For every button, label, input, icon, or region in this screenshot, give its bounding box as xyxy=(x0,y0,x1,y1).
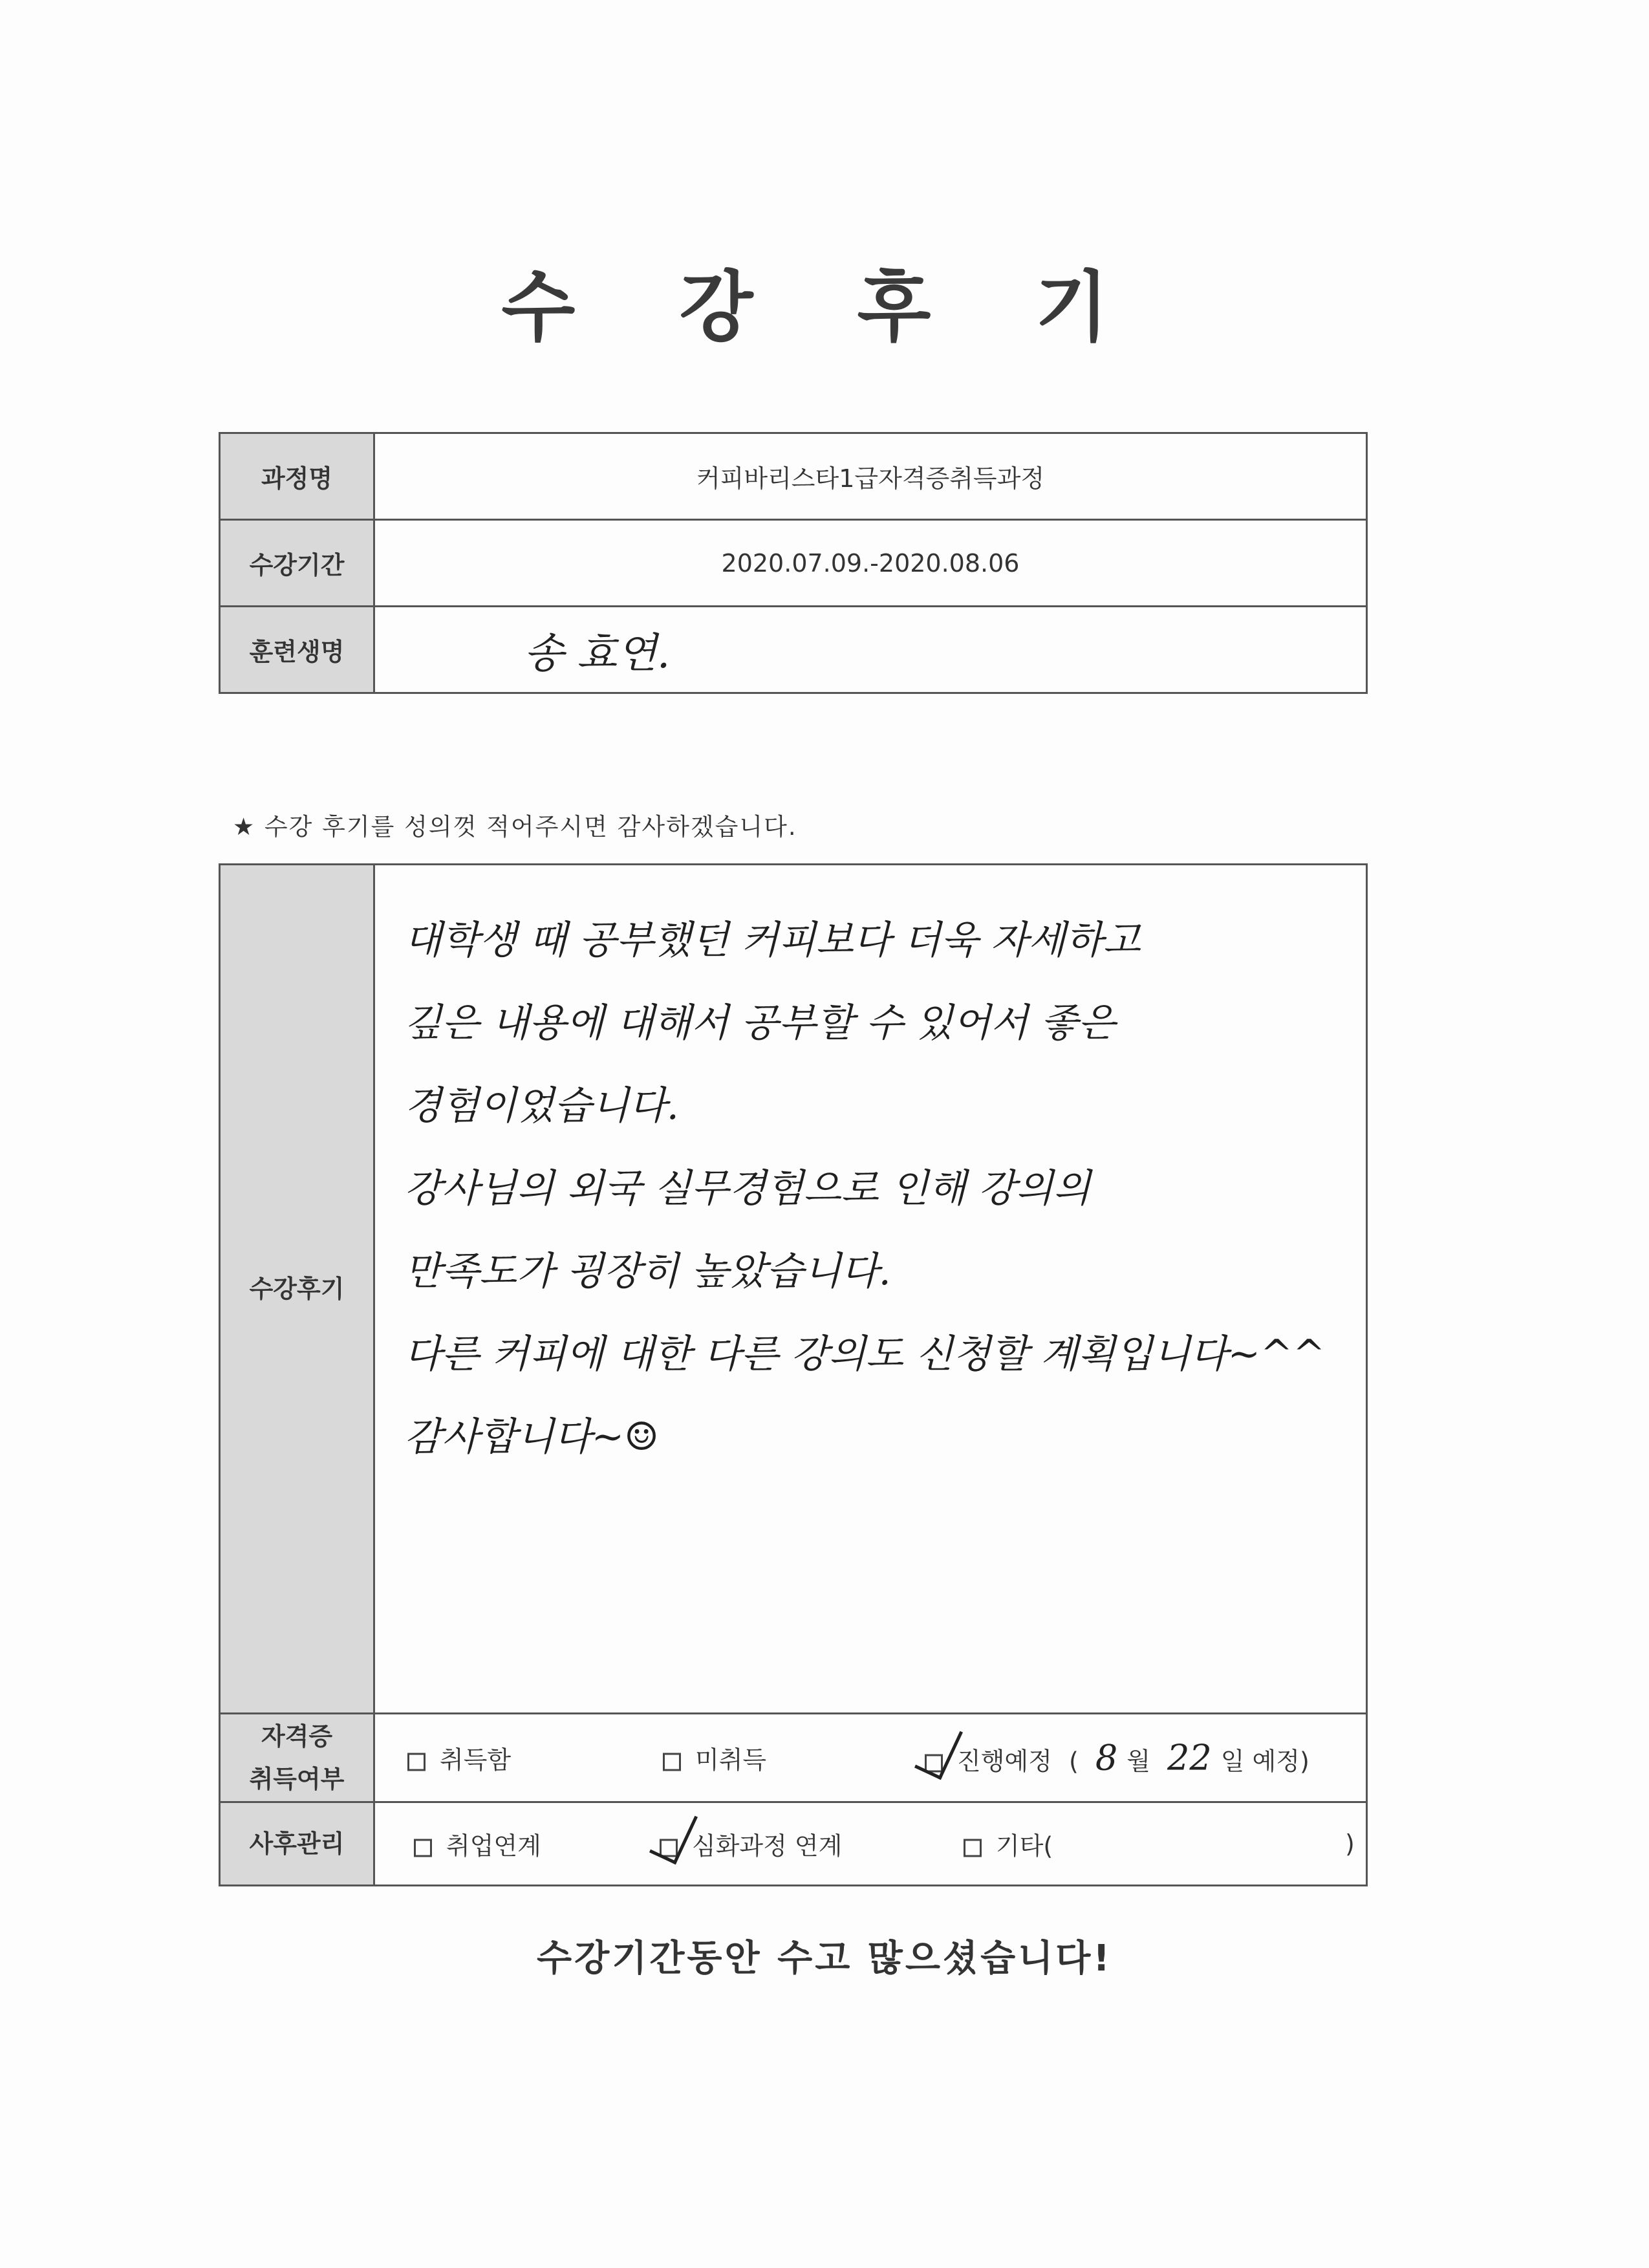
review-line: 감사합니다~☺ xyxy=(404,1414,659,1460)
course-info-table xyxy=(219,432,1368,694)
month-unit: 월 xyxy=(1126,1747,1150,1776)
checkbox-icon[interactable] xyxy=(964,1839,982,1857)
period-label: 수강기간 xyxy=(220,520,374,607)
cert-option-scheduled[interactable] xyxy=(925,1738,1310,1778)
aftercare-label: 사후관리 xyxy=(220,1802,374,1886)
review-line: 깊은 내용에 대해서 공부할 수 있어서 좋은 xyxy=(404,1000,1116,1046)
checkbox-icon[interactable] xyxy=(663,1753,681,1771)
trainee-name-handwritten: 송 효연. xyxy=(524,629,671,678)
day-handwritten: 22 xyxy=(1167,1737,1212,1778)
period-value: 2020.07.09.-2020.08.06 xyxy=(374,520,1367,607)
aftercare-option-advanced[interactable] xyxy=(660,1826,842,1862)
cert-label-line2: 취득여부 xyxy=(249,1765,345,1793)
review-line: 대학생 때 공부했던 커피보다 더욱 자세하고 xyxy=(404,918,1141,963)
review-handwriting xyxy=(375,865,1366,1478)
aftercare-other-close: ) xyxy=(1345,1830,1355,1858)
review-line: 만족도가 굉장히 높았습니다. xyxy=(404,1249,891,1294)
day-unit: 일 예정) xyxy=(1220,1747,1310,1776)
cert-option-obtained[interactable] xyxy=(407,1740,511,1776)
cert-row xyxy=(220,1714,1367,1802)
period-row xyxy=(220,520,1367,607)
aftercare-option-employment[interactable] xyxy=(414,1826,541,1862)
checkbox-icon[interactable] xyxy=(407,1753,426,1771)
review-label: 수강후기 xyxy=(220,865,374,1714)
aftercare-options xyxy=(374,1802,1367,1886)
page-title: 수 강 후 기 xyxy=(501,263,1148,352)
course-row xyxy=(220,433,1367,520)
closing-message: 수강기간동안 수고 많으셨습니다! xyxy=(537,1938,1112,1980)
trainee-label: 훈련생명 xyxy=(220,607,374,693)
cert-option-not-obtained[interactable] xyxy=(663,1740,766,1776)
review-line: 경험이었습니다. xyxy=(404,1083,679,1129)
aftercare-row xyxy=(220,1802,1367,1886)
month-handwritten: 8 xyxy=(1095,1737,1118,1778)
cert-options xyxy=(374,1714,1367,1802)
cert-option-label: 진행예정 xyxy=(957,1747,1052,1776)
schedule-open: ( xyxy=(1068,1747,1079,1776)
review-body xyxy=(374,865,1367,1714)
course-value: 커피바리스타1급자격증취득과정 xyxy=(374,433,1367,520)
cert-option-label: 취득함 xyxy=(440,1745,512,1775)
aftercare-option-label: 기타( xyxy=(996,1831,1053,1861)
aftercare-option-other[interactable] xyxy=(964,1826,1053,1862)
course-label: 과정명 xyxy=(220,433,374,520)
review-line: 다른 커피에 대한 다른 강의도 신청할 계획입니다~^^ xyxy=(404,1332,1326,1377)
cert-label xyxy=(220,1714,374,1802)
trainee-cell xyxy=(374,607,1367,693)
cert-label-line1: 자격증 xyxy=(261,1722,333,1751)
aftercare-option-label: 심화과정 연계 xyxy=(692,1831,843,1861)
review-line: 강사님의 외국 실무경험으로 인해 강의의 xyxy=(404,1166,1091,1211)
checkbox-icon[interactable] xyxy=(414,1839,432,1857)
aftercare-option-label: 취업연계 xyxy=(446,1831,541,1861)
review-table xyxy=(219,863,1368,1886)
checked-checkbox-icon[interactable] xyxy=(660,1839,678,1857)
trainee-row xyxy=(220,607,1367,693)
checked-checkbox-icon[interactable] xyxy=(925,1754,943,1772)
review-row xyxy=(220,865,1367,1714)
cert-option-label: 미취득 xyxy=(695,1745,767,1775)
instruction-note: ★ 수강 후기를 성의껏 적어주시면 감사하겠습니다. xyxy=(233,813,797,841)
